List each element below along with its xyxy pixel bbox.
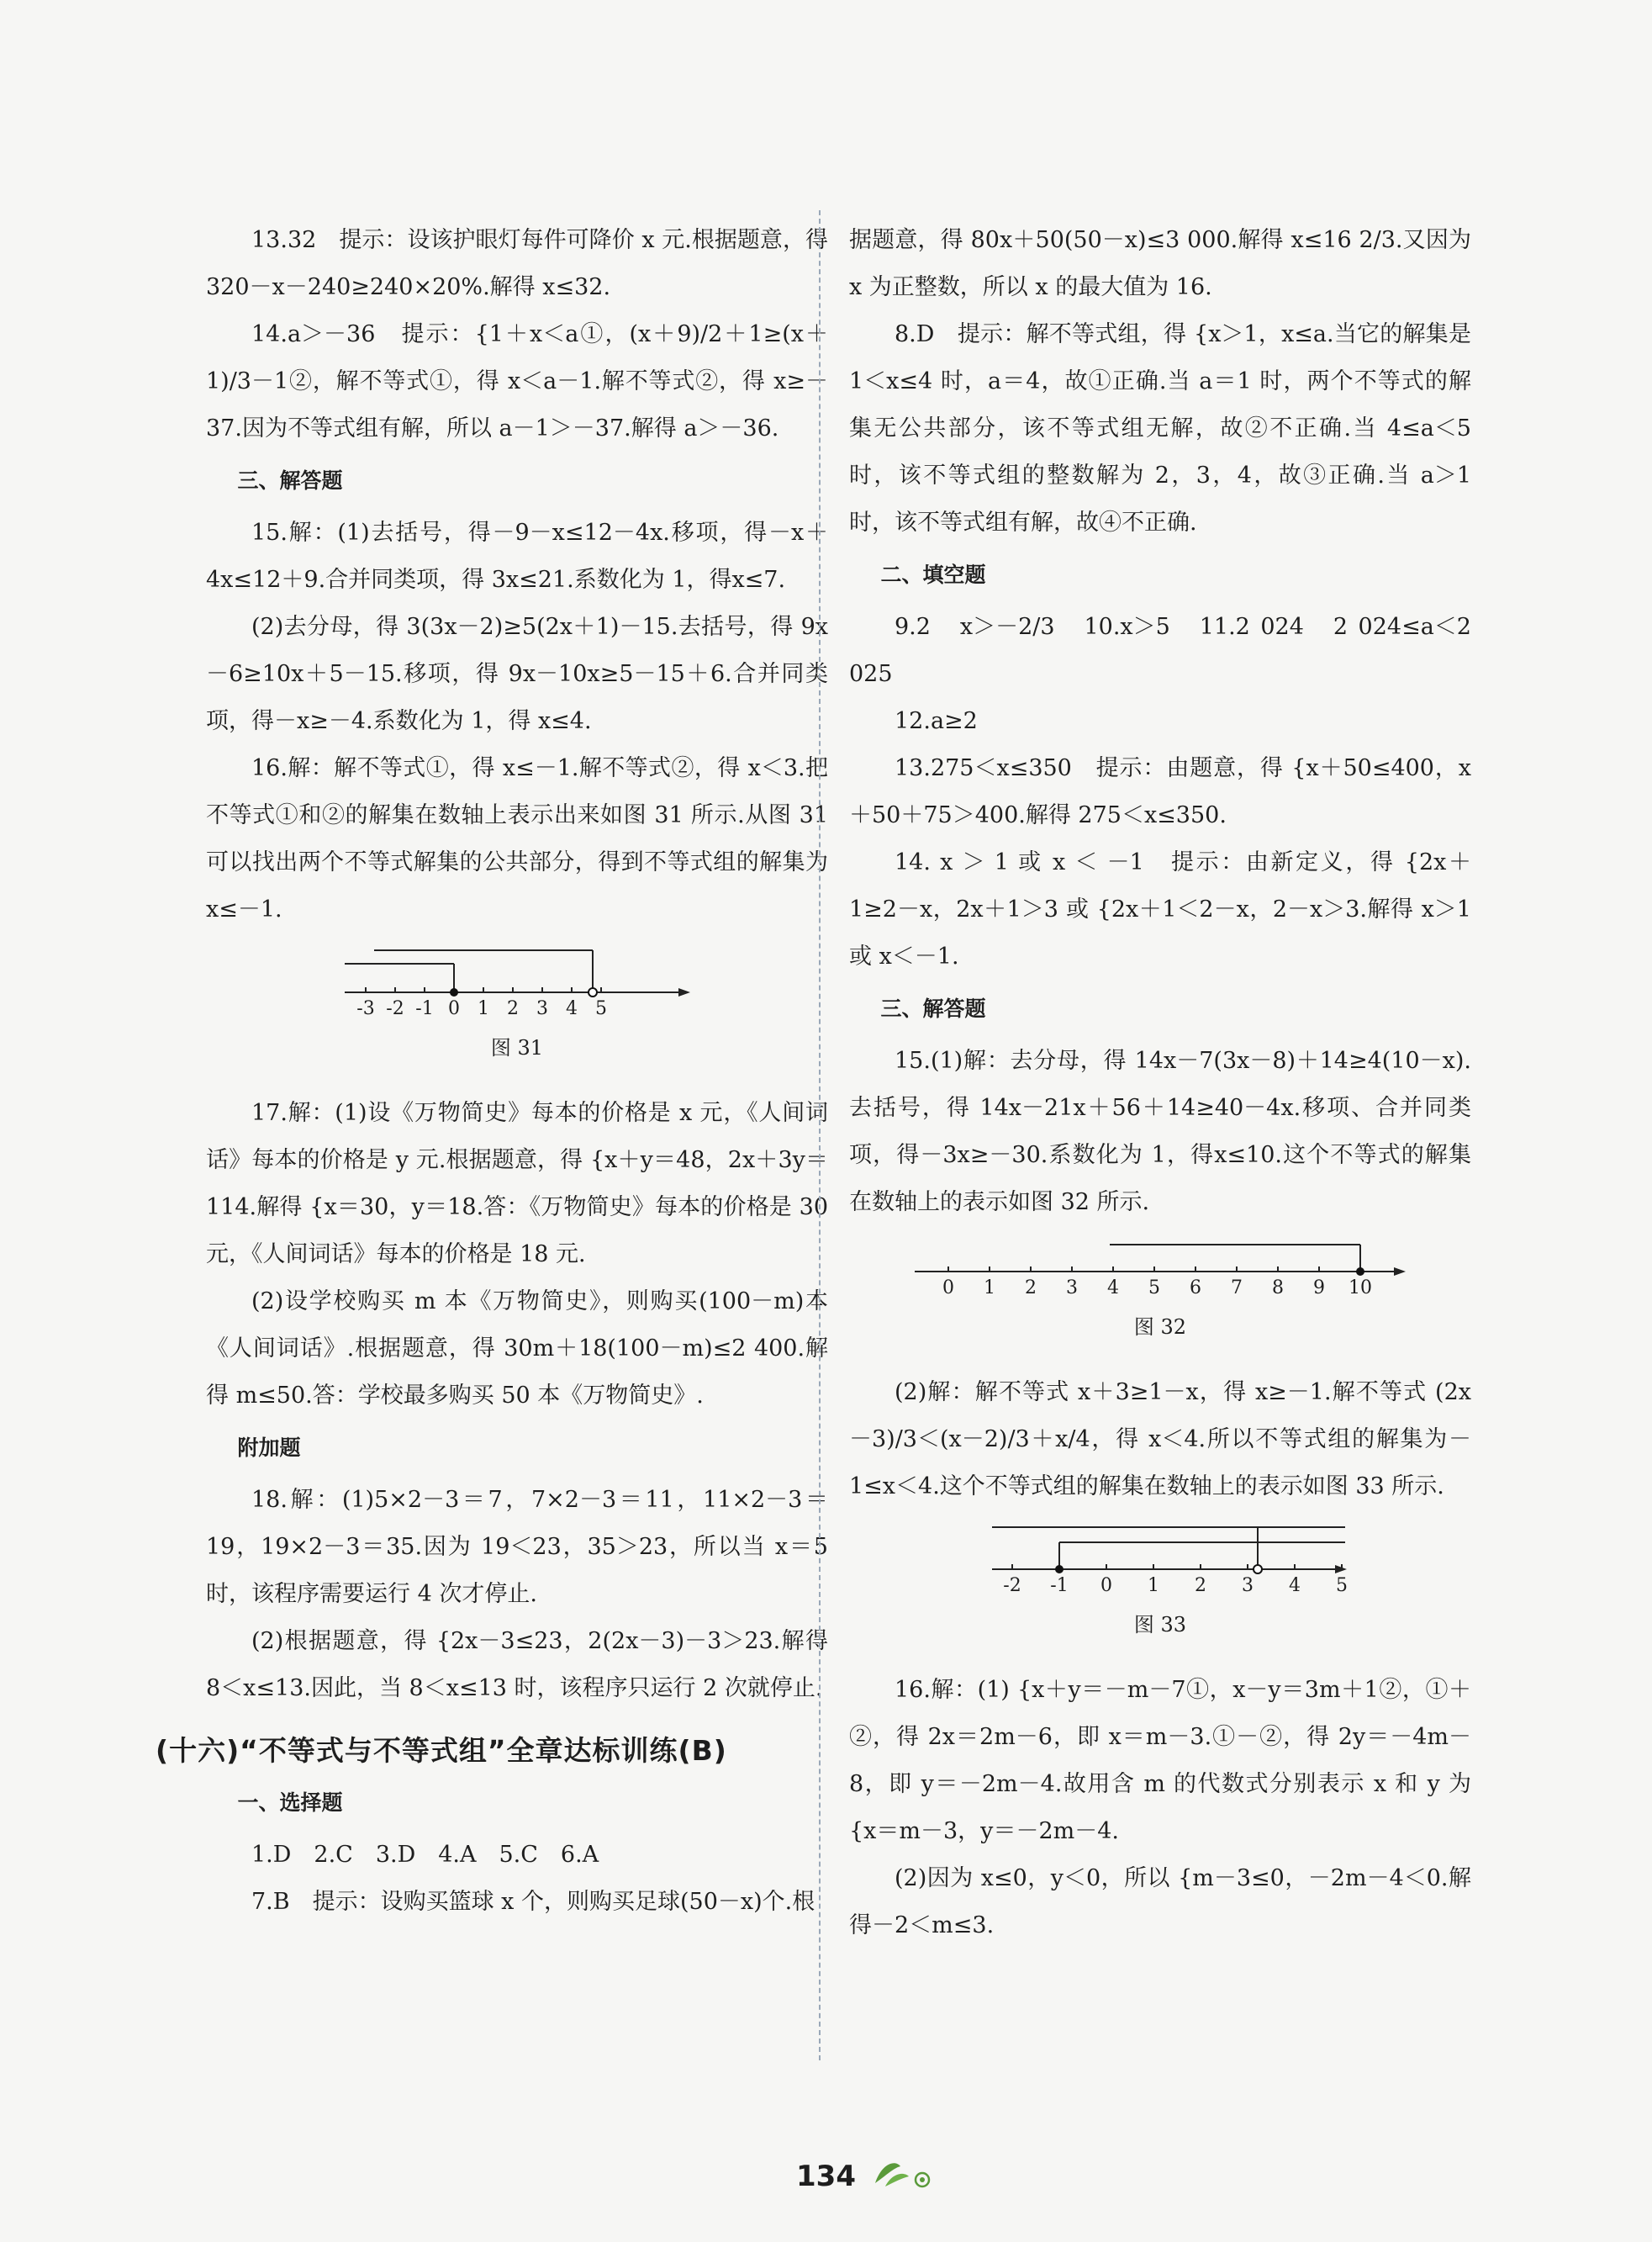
answer-13: 13.32 提示：设该护眼灯每件可降价 x 元.根据题意，得 320－x－240≥240×20%.解得 x≤32. (206, 227, 828, 300)
tick-label: 9 (1313, 1277, 1325, 1298)
tick-label: 0 (1100, 1575, 1112, 1596)
tick-label: -1 (1050, 1575, 1069, 1596)
right-column (849, 217, 1471, 1949)
section-heading-fill: 二、填空题 (880, 563, 986, 587)
tick-label: 2 (1025, 1277, 1037, 1298)
page-number: 134 (796, 2160, 856, 2193)
tick-label: 0 (942, 1277, 954, 1298)
tick-label: -1 (415, 998, 434, 1019)
tick-label: 4 (1107, 1277, 1119, 1298)
tick-label: 5 (1336, 1575, 1348, 1596)
tick-label: 5 (1148, 1277, 1160, 1298)
tick-label: 3 (536, 998, 548, 1019)
tick-label: 1 (1148, 1575, 1159, 1596)
section-heading-solutions-right: 三、解答题 (880, 997, 986, 1021)
chapter-title: (十六)“不等式与不等式组”全章达标训练(B) (156, 1734, 727, 1767)
answer-18-part1: 18.解：(1)5×2－3＝7，7×2－3＝11，11×2－3＝19，19×2－3＝35.因为 19＜23，35＞23，所以当 x＝5 时，该程序需要运行 4 次才停止. (206, 1487, 828, 1607)
tick-label: 1 (478, 998, 489, 1019)
tick-label: 8 (1272, 1277, 1284, 1298)
tick-label: 2 (1195, 1575, 1206, 1596)
section-heading-choice: 一、选择题 (237, 1790, 343, 1815)
tick-label: 4 (1289, 1575, 1301, 1596)
column-divider (819, 210, 821, 2060)
left-column (156, 217, 828, 1926)
answer-15-part2: (2)去分母，得 3(3x－2)≥5(2x＋1)－15.去括号，得 9x－6≥10x＋5－15.移项，得 9x－10x≥5－15＋6.合并同类项，得－x≥－4.系数化为 1，得 x≤4. (206, 614, 828, 734)
answer-13-right: 13.275＜x≤350 提示：由题意，得 {x＋50≤400，x＋50＋75＞400.解得 275＜x≤350. (849, 755, 1471, 828)
section-heading-extra: 附加题 (237, 1436, 301, 1460)
closed-point-10 (1356, 1267, 1364, 1276)
tick-label: -3 (356, 998, 375, 1019)
tick-label: -2 (386, 998, 404, 1019)
answer-14-right: 14. x ＞ 1 或 x ＜ －1 提示：由新定义，得 {2x＋1≥2－x，2x＋1＞3 或 {2x＋1＜2－x，2－x＞3.解得 x＞1 或 x＜－1. (849, 849, 1471, 970)
answer-17-part1: 17.解：(1)设《万物简史》每本的价格是 x 元，《人间词话》每本的价格是 y 元.根据题意，得 {x＋y＝48，2x＋3y＝114.解得 {x＝30，y＝18.答：《万物简史》每本的价格是 30 元，《人间词话》每本的价格是 18 元. (206, 1100, 828, 1267)
answer-15-part1-right: 15.(1)解：去分母，得 14x－7(3x－8)＋14≥4(10－x).去括号，得 14x－21x＋56＋14≥40－4x.移项、合并同类项，得－3x≥－30.系数化为 1，得x≤10.这个不等式的解集在数轴上的表示如图 32 所示. (849, 1048, 1471, 1215)
answer-15-part2-right: (2)解：解不等式 x＋3≥1－x，得 x≥－1.解不等式 (2x－3)/3＜(x－2)/3＋x/4，得 x＜4.所以不等式组的解集为－1≤x＜4.这个不等式组的解集在数轴上的表示如图 33 所示. (849, 1379, 1471, 1499)
open-point-3 (588, 988, 597, 997)
answer-17-part2: (2)设学校购买 m 本《万物简史》，则购买(100－m)本《人间词话》.根据题意，得 30m＋18(100－m)≤2 400.解得 m≤50.答：学校最多购买 50 本《万物简史》. (206, 1288, 828, 1409)
tick-label: -2 (1003, 1575, 1021, 1596)
leaf-ornament-icon (870, 2155, 937, 2192)
closed-point-neg1 (1055, 1565, 1064, 1573)
number-line-figure-31 (340, 940, 694, 1021)
axis-arrow (678, 988, 690, 997)
number-line-figure-33 (958, 1517, 1362, 1598)
number-line-figure-32 (908, 1233, 1412, 1300)
answer-16-part1-right: 16.解：(1) {x＋y＝－m－7①，x－y＝3m＋1②，①＋②，得 2x＝2m－6，即 x＝m－3.①－②，得 2y＝－4m－8，即 y＝－2m－4.故用含 m 的代数式分别表示 x 和 y 为 {x＝m－3，y＝－2m－4. (849, 1677, 1471, 1844)
tick-label: 10 (1349, 1277, 1372, 1298)
answer-8: 8.D 提示：解不等式组，得 {x＞1，x≤a.当它的解集是 1＜x≤4 时，a＝4，故①正确.当 a＝1 时，两个不等式的解集无公共部分，该不等式组无解，故②不正确.当 4≤a＜5 时，该不等式组的整数解为 2，3，4，故③正确.当 a＞1 时，该不等式组有解，故④不正确. (849, 321, 1471, 536)
answer-12: 12.a≥2 (895, 708, 978, 734)
tick-label: 3 (1066, 1277, 1078, 1298)
answers-choice: 1.D 2.C 3.D 4.A 5.C 6.A (251, 1842, 599, 1868)
section-heading-solutions: 三、解答题 (237, 468, 343, 493)
tick-label: 1 (984, 1277, 995, 1298)
answer-18-part2: (2)根据题意，得 {2x－3≤23，2(2x－3)－3＞23.解得 8＜x≤13.因此，当 8＜x≤13 时，该程序只运行 2 次就停止. (206, 1628, 828, 1701)
answer-7-cont: 据题意，得 80x＋50(50－x)≤3 000.解得 x≤16 2/3.又因为 x 为正整数，所以 x 的最大值为 16. (849, 227, 1471, 300)
tick-label: 5 (595, 998, 607, 1019)
figure-32-caption: 图 32 (1133, 1315, 1187, 1339)
tick-label: 7 (1231, 1277, 1243, 1298)
tick-label: 2 (507, 998, 519, 1019)
tick-label: 4 (566, 998, 578, 1019)
axis-arrow (1394, 1267, 1406, 1276)
tick-label: 6 (1190, 1277, 1201, 1298)
figure-33-caption: 图 33 (1133, 1613, 1187, 1637)
answer-16-part2-right: (2)因为 x≤0，y＜0，所以 {m－3≤0，－2m－4＜0.解得－2＜m≤3. (849, 1865, 1471, 1938)
answer-15-part1: 15.解：(1)去括号，得－9－x≤12－4x.移项，得－x＋4x≤12＋9.合并同类项，得 3x≤21.系数化为 1，得x≤7. (206, 520, 828, 593)
open-point-4 (1254, 1565, 1262, 1573)
closed-point-neg1 (450, 988, 458, 997)
tick-label: 3 (1242, 1575, 1254, 1596)
answer-7-start: 7.B 提示：设购买篮球 x 个，则购买足球(50－x)个.根 (251, 1889, 815, 1915)
answers-9-11: 9.2 x＞－2/3 10.x＞5 11.2 024 2 024≤a＜2 025 (849, 614, 1471, 687)
figure-31-caption: 图 31 (490, 1036, 544, 1060)
tick-label: 0 (448, 998, 460, 1019)
answer-14: 14.a＞－36 提示：{1＋x＜a①，(x＋9)/2＋1≥(x＋1)/3－1②，解不等式①，得 x＜a－1.解不等式②，得 x≥－37.因为不等式组有解，所以 a－1＞－37.解得 a＞－36. (206, 321, 828, 442)
answer-16: 16.解：解不等式①，得 x≤－1.解不等式②，得 x＜3.把不等式①和②的解集在数轴上表示出来如图 31 所示.从图 31 可以找出两个不等式解集的公共部分，得到不等式组的解集为 x≤－1. (206, 755, 828, 923)
